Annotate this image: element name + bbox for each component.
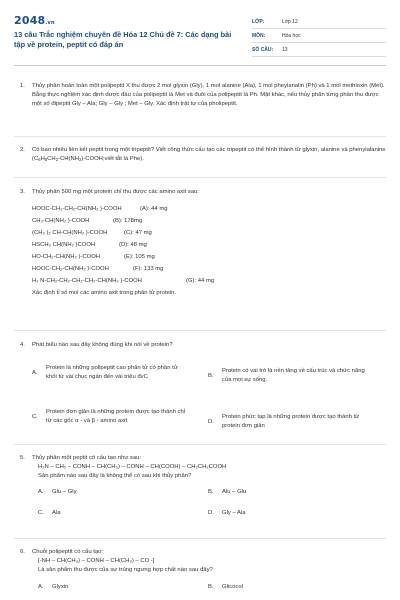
option-label: B. (208, 372, 214, 379)
meta-key: LỚP: (252, 18, 265, 25)
question-5 (20, 454, 386, 521)
answer-option-b[interactable] (208, 583, 357, 592)
option-text: Ala (52, 510, 61, 516)
subscript: 5 (44, 157, 48, 162)
question-text-part: Có bao nhiêu liên kết peptit trong một tripeptit? Viết công thức cấu tạo các tripeptit có thể hình thành từ glyxin, alanine và phenylalanine (C (32, 147, 386, 162)
document-title: 13 câu Trắc nghiệm chuyên đề Hóa 12 Chủ đề 7: Các dạng bài tập về protein, peptit có đáp án (14, 30, 232, 49)
option-text: Protein là những polipeptit cao phân tử có phân tử khối từ vài chục ngàn đến vài triệu đvC (46, 365, 178, 380)
option-text: Gly – Ala (222, 510, 246, 516)
document-meta (252, 15, 386, 57)
meta-row-class (252, 15, 386, 29)
meta-row-subject (252, 29, 386, 43)
question-divider (14, 330, 386, 331)
amino-acid-mass: (B): 178mg (113, 218, 143, 224)
question-text: Phát biểu nào sau đây không đúng khi nói về protein? (32, 342, 173, 348)
question-3 (20, 188, 386, 300)
answer-option-a[interactable] (32, 364, 186, 382)
amino-acid-row (32, 241, 386, 253)
question-text-part: )-COOH;viết tắt là Phe). (81, 156, 144, 162)
option-label: D. (208, 510, 214, 516)
option-text: Glicocol (222, 584, 243, 590)
answer-option-c[interactable] (32, 408, 186, 426)
subscript: 2 (55, 157, 59, 162)
question-1 (20, 82, 386, 109)
meta-value: Hóa học (282, 32, 301, 39)
question-ask: Là sản phẩm thu được của sự trùng ngưng hợp chất nào sau đây? (38, 567, 213, 573)
amino-acid-row (32, 265, 386, 277)
amino-acid-formula: H₂ N-CH₂-CH₂-CH₂-CH₂-CH(NH₂ )-COOH (32, 278, 142, 284)
header-divider (14, 65, 386, 66)
question-4 (20, 341, 386, 450)
option-label: C. (32, 413, 38, 420)
amino-acid-mass: (F): 133 mg (133, 266, 164, 272)
option-text: Glu – Gly (52, 489, 77, 495)
amino-acid-formula: HOOC-CH₂-CH(NH₂ )-COOH (32, 266, 109, 272)
question-number: 6. (20, 549, 25, 555)
question-divider (14, 444, 386, 445)
option-label: A. (38, 584, 44, 590)
amino-acid-list (32, 205, 386, 300)
meta-value: 13 (282, 46, 288, 53)
answer-option-d[interactable] (208, 413, 367, 431)
option-label: C. (38, 510, 44, 516)
question-number: 1. (20, 83, 25, 89)
question-number: 4. (20, 342, 25, 348)
subscript: 6 (38, 157, 41, 162)
logo-text: 2048 (14, 14, 46, 27)
option-text: Protein đơn giản là những protein được tạo thành chỉ từ các gốc α - và β - amino axit (46, 409, 186, 424)
question-text (32, 146, 386, 164)
question-text: Thủy phân hoàn toàn một polipeptit X thu được 2 mol glyxin (Gly), 1 mol alanine (Ala), 1 mol pheylanalin (Ph) và 1 mol methioxin (Met). Bằng thực nghiệm xác định được đầu của polipeptit là Met và đuôi của polipeptit là Ph. Mặt khác, nếu thủy phân từng phần thu được một số đipeptit Gly – Ala; Gly – Gly ; Met – Gly. Xác định trật tự của pholipeptit. (32, 83, 385, 107)
answer-option-d[interactable] (208, 509, 357, 518)
answer-option-c[interactable] (38, 509, 187, 518)
question-ask: Xác định tỉ số mol các amino axit trong phân tử protein. (32, 290, 177, 296)
amino-acid-formula: CH₃-CH(NH₂ )-COOH (32, 218, 90, 224)
amino-acid-formula: (CH₃ )₂ CH-CH(NH₂ )-COOH (32, 230, 108, 236)
option-text: Alu – Glu (222, 489, 247, 495)
amino-acid-mass: (D): 48 mg (119, 242, 147, 248)
amino-acid-row (32, 229, 386, 241)
meta-key: SỐ CÂU: (252, 46, 274, 53)
answer-option-b[interactable] (208, 367, 367, 385)
question-number: 3. (20, 189, 25, 195)
option-text: Protein phức tạp là những protein được tạo thành từ protein đơn giản (222, 414, 360, 429)
answer-option-a[interactable] (38, 583, 187, 592)
page-header (0, 0, 400, 62)
option-label: A. (38, 489, 44, 495)
question-number: 2. (20, 147, 25, 153)
option-label: B. (208, 584, 214, 590)
meta-row-count (252, 43, 386, 57)
answer-option-a[interactable] (38, 488, 187, 497)
amino-acid-formula: HOOC-CH₂-CH₂-CH(NH₂ )-COOH (32, 206, 122, 212)
option-text: Protein có vai trò là nền tảng về cấu trúc và chức năng của mọi sự sống. (222, 368, 365, 383)
question-text-part: H (40, 156, 45, 162)
peptide-formula: H₂N – CH₂ – CONH – CH(CH₃) – CONH – CH(COOH) – CH₂CH₂COOH (38, 464, 227, 470)
amino-acid-row (32, 253, 386, 265)
question-6 (20, 548, 386, 590)
amino-acid-mass: (E): 105 mg (124, 254, 155, 260)
subscript: 2 (78, 157, 82, 162)
question-divider (14, 538, 386, 539)
question-text: Thủy phân một peptit có cấu tạo như sau: (32, 455, 142, 461)
amino-acid-row (32, 217, 386, 229)
amino-acid-formula: HO-CH₂-CH(NH₂ )-COOH (32, 254, 101, 260)
answer-option-b[interactable] (208, 488, 357, 497)
option-label: D. (208, 418, 214, 425)
polypeptide-formula: [-NH – CH(CH₃) – CONH – CH(CH₃) – CO -] (38, 558, 155, 564)
logo-suffix: .vn (45, 20, 55, 26)
answer-options (32, 481, 386, 521)
question-number: 5. (20, 455, 25, 461)
amino-acid-mass: (G): 44 mg (186, 278, 215, 284)
amino-acid-formula: HSCH₂ CH(NH₂ )COOH (32, 242, 96, 248)
amino-acid-row (32, 205, 386, 217)
question-text-part: -CH(NH (58, 156, 79, 162)
question-divider (14, 136, 386, 137)
question-ask: Sản phẩm nào sau đây là không thể có sau khi thủy phân? (38, 473, 192, 479)
answer-options (32, 575, 386, 590)
question-divider (14, 177, 386, 178)
question-text: Chuỗi polipeptit có cấu tạo: (32, 549, 104, 555)
answer-options (32, 350, 386, 450)
question-text-part: CH (47, 156, 56, 162)
amino-acid-mass: (C): 47 mg (124, 230, 152, 236)
meta-value: Lớp 12 (282, 18, 298, 25)
question-2 (20, 146, 386, 164)
meta-key: MÔN: (252, 32, 266, 39)
option-text: Glyxin (52, 584, 69, 590)
option-label: B. (208, 489, 214, 495)
amino-acid-mass: (A): 44 mg (140, 206, 168, 212)
site-logo[interactable] (14, 14, 55, 27)
question-text: Thủy phân 500 mg một protein chỉ thu được các amino axit sau: (32, 189, 199, 195)
amino-acid-row (32, 277, 386, 289)
option-label: A. (32, 369, 38, 376)
